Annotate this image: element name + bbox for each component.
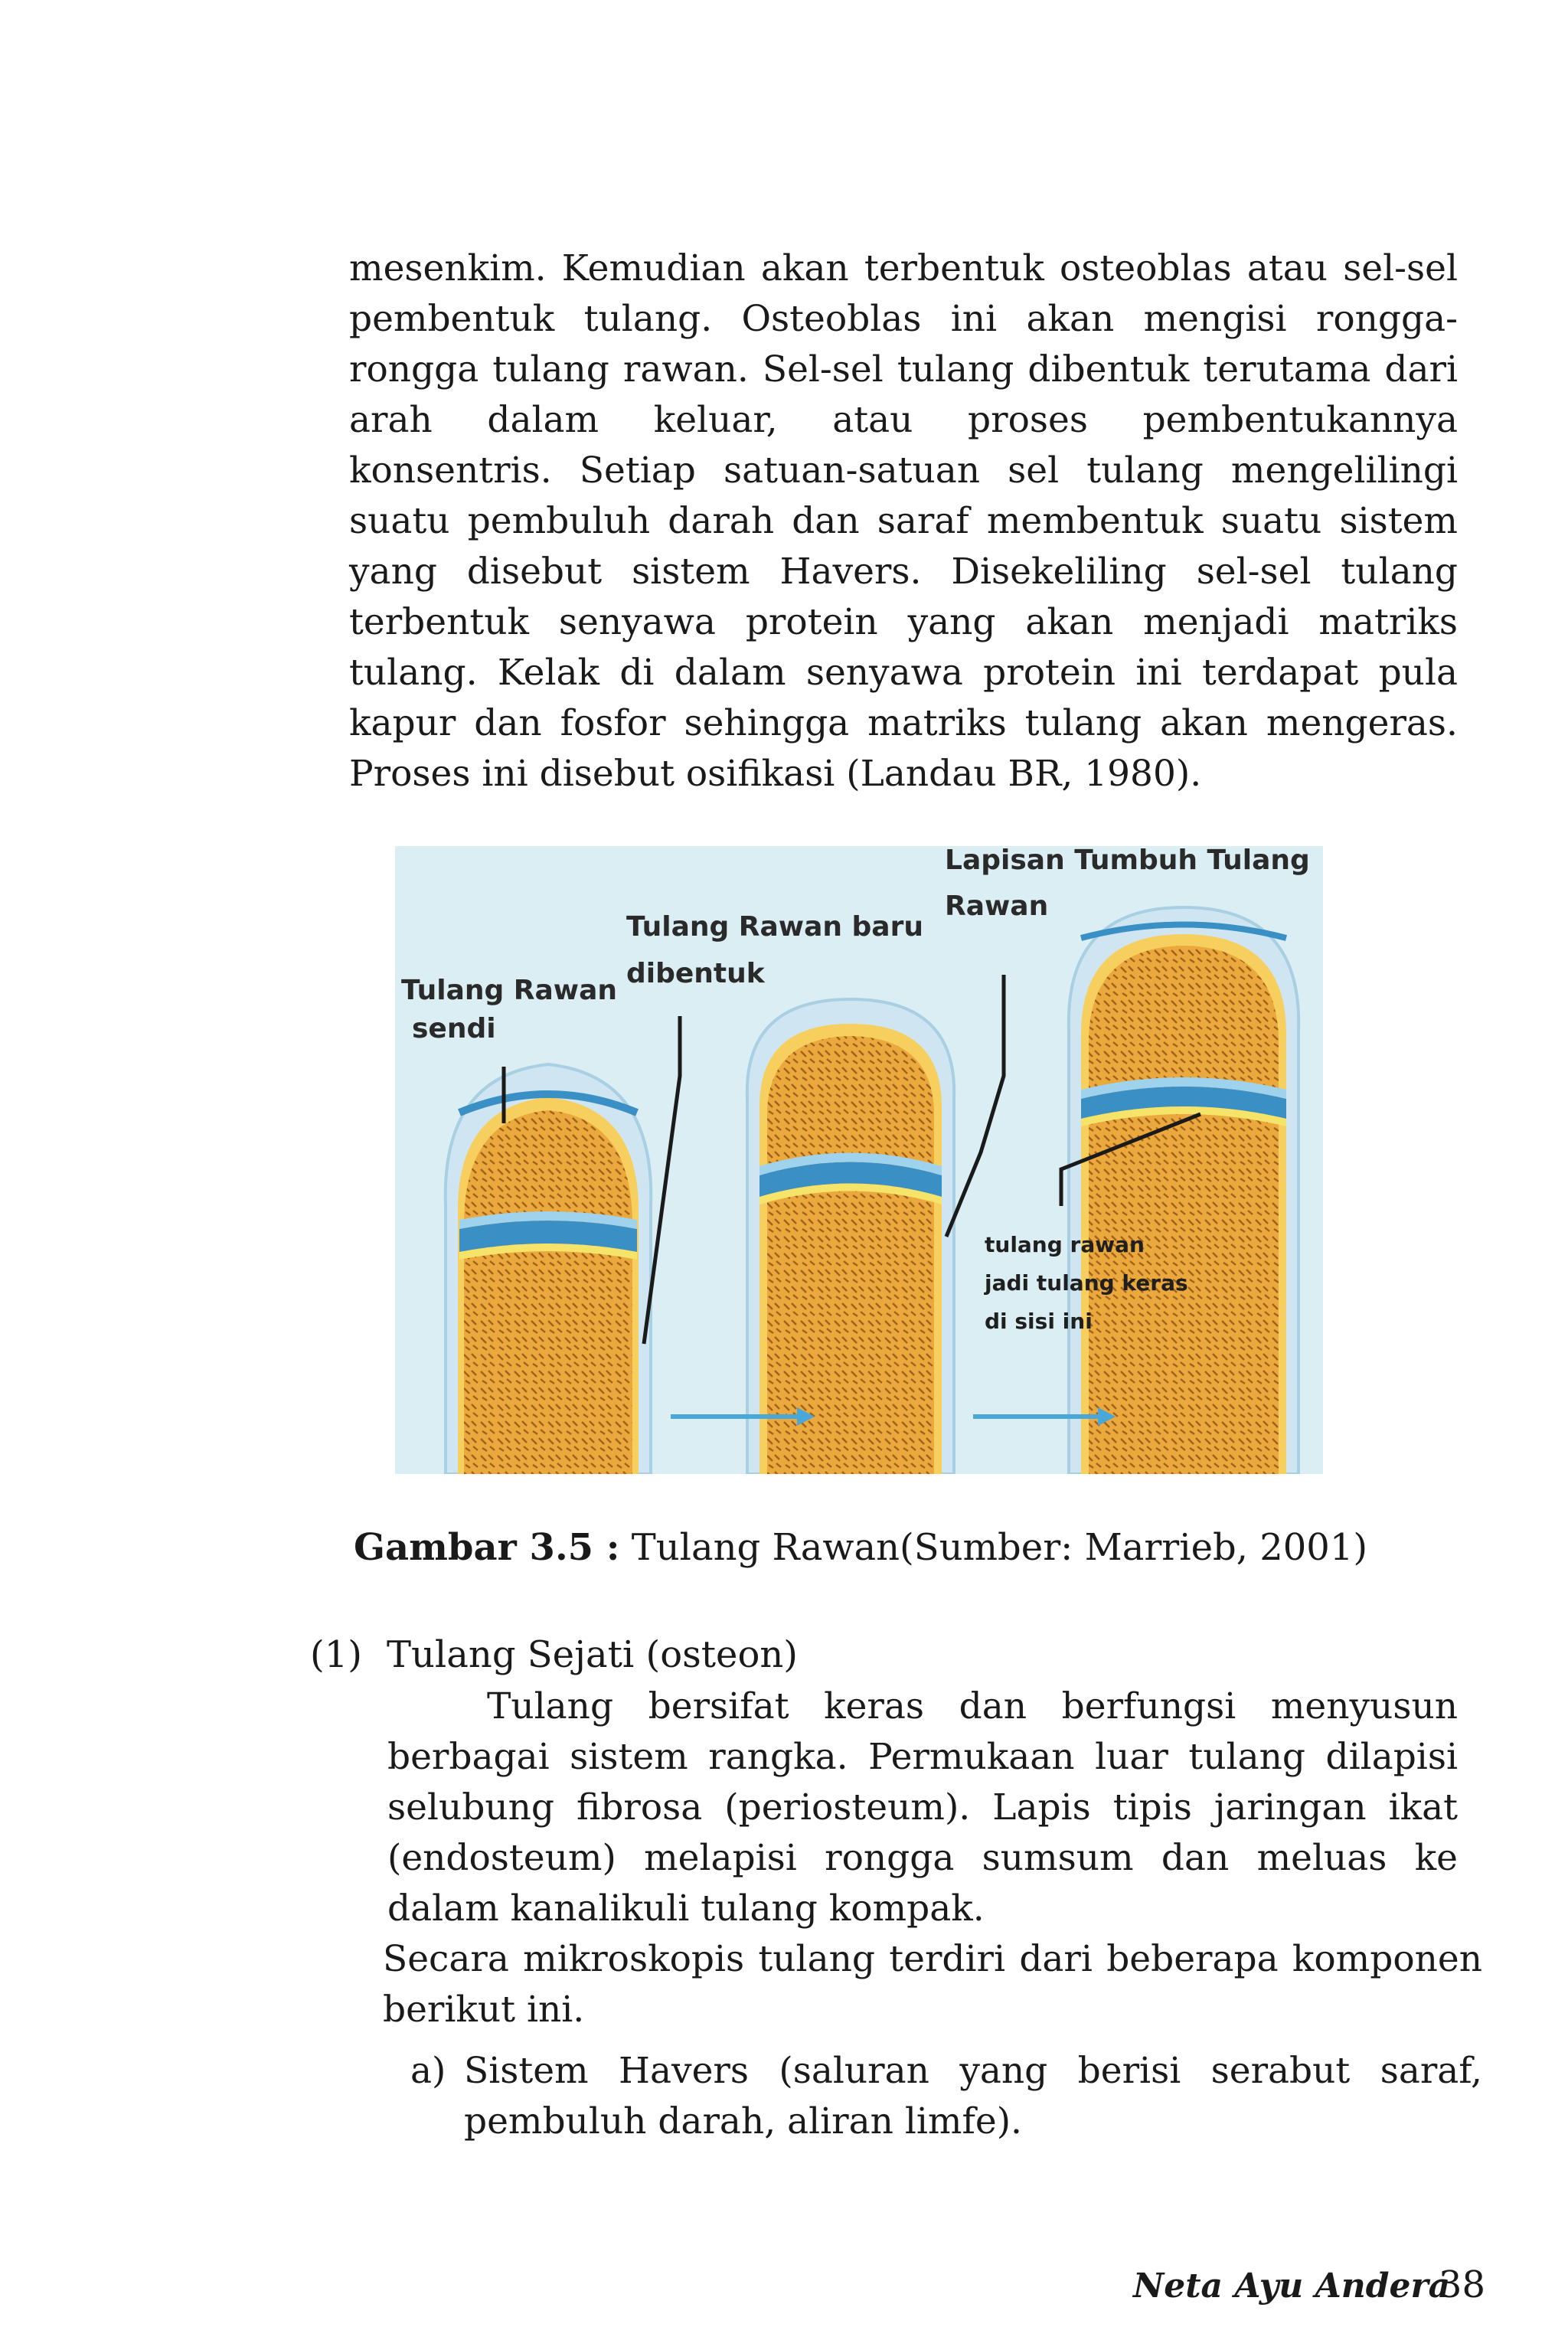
text-line: mesenkim. Kemudian akan terbentuk osteoblas atau sel-sel xyxy=(349,247,1458,289)
text-line: tulang. Kelak di dalam senyawa protein ini terdapat pula xyxy=(349,652,1458,694)
text-line: selubung fibrosa (periosteum). Lapis tipis jaringan ikat xyxy=(387,1786,1458,1829)
text-line: Secara mikroskopis tulang terdiri dari beberapa komponen xyxy=(383,1938,1482,1980)
bone-stage-2 xyxy=(747,999,954,1474)
text-line: (endosteum) melapisi rongga sumsum dan meluas ke xyxy=(387,1837,1458,1879)
text-line: Proses ini disebut osifikasi (Landau BR, 1980). xyxy=(349,753,1202,795)
figure-caption xyxy=(354,1526,1367,1569)
page-number: 38 xyxy=(1438,2263,1485,2306)
page-footer xyxy=(1133,2263,1485,2306)
text-line: konsentris. Setiap satuan-satuan sel tulang mengelilingi xyxy=(349,449,1458,492)
footer-author: Neta Ayu Andera xyxy=(1133,2267,1451,2306)
text-line: pembentuk tulang. Osteoblas ini akan mengisi rongga- xyxy=(349,298,1458,340)
text-line: pembuluh darah, aliran limfe). xyxy=(464,2100,1022,2142)
section-number: (1) xyxy=(310,1633,362,1676)
text-line: suatu pembuluh darah dan saraf membentuk suatu sistem xyxy=(349,500,1458,542)
paragraph-ossification xyxy=(349,243,1458,799)
label-lapisan-tumbuh-1: Lapisan Tumbuh Tulang xyxy=(945,846,1310,876)
text-line: rongga tulang rawan. Sel-sel tulang dibentuk terutama dari xyxy=(349,348,1458,391)
bone-stage-3 xyxy=(1069,907,1298,1474)
label-tulang-rawan-sendi-2: sendi xyxy=(412,1013,496,1044)
figure-bone-growth xyxy=(395,846,1323,1474)
bone-growth-illustration xyxy=(395,846,1323,1474)
text-line: kapur dan fosfor sehingga matriks tulang akan mengeras. xyxy=(349,702,1458,744)
bone-stage-1 xyxy=(446,1064,651,1474)
text-line: Sistem Havers (saluran yang berisi serabut saraf, xyxy=(464,2050,1482,2092)
text-line: Tulang bersifat keras dan berfungsi menyusun xyxy=(487,1685,1458,1727)
caption-text: Tulang Rawan(Sumber: Marrieb, 2001) xyxy=(619,1526,1368,1569)
caption-label: Gambar 3.5 : xyxy=(354,1526,620,1569)
text-line: berbagai sistem rangka. Permukaan luar tulang dilapisi xyxy=(387,1736,1458,1778)
paragraph-mikroskopis xyxy=(383,1934,1482,2035)
label-keras-2: jadi tulang keras xyxy=(985,1270,1188,1296)
label-tulang-rawan-baru-2: dibentuk xyxy=(626,958,765,989)
label-tulang-rawan-sendi-1: Tulang Rawan xyxy=(401,975,617,1006)
text-line: arah dalam keluar, atau proses pembentukannya xyxy=(349,399,1458,441)
text-line: yang disebut sistem Havers. Disekeliling sel-sel tulang xyxy=(349,551,1458,593)
paragraph-tulang-sejati xyxy=(387,1682,1458,1934)
list-item-a xyxy=(410,2046,1482,2153)
section-heading xyxy=(310,1633,798,1676)
label-tulang-rawan-baru-1: Tulang Rawan baru xyxy=(626,911,923,943)
list-item-body xyxy=(464,2046,1482,2147)
section-title: Tulang Sejati (osteon) xyxy=(387,1633,798,1676)
text-line: terbentuk senyawa protein yang akan menjadi matriks xyxy=(349,601,1458,643)
list-marker: a) xyxy=(410,2050,446,2092)
label-lapisan-tumbuh-2: Rawan xyxy=(945,891,1049,922)
label-keras-3: di sisi ini xyxy=(985,1309,1093,1334)
label-keras-1: tulang rawan xyxy=(985,1232,1145,1257)
text-line: berikut ini. xyxy=(383,1989,585,2031)
text-line: dalam kanalikuli tulang kompak. xyxy=(387,1887,985,1930)
